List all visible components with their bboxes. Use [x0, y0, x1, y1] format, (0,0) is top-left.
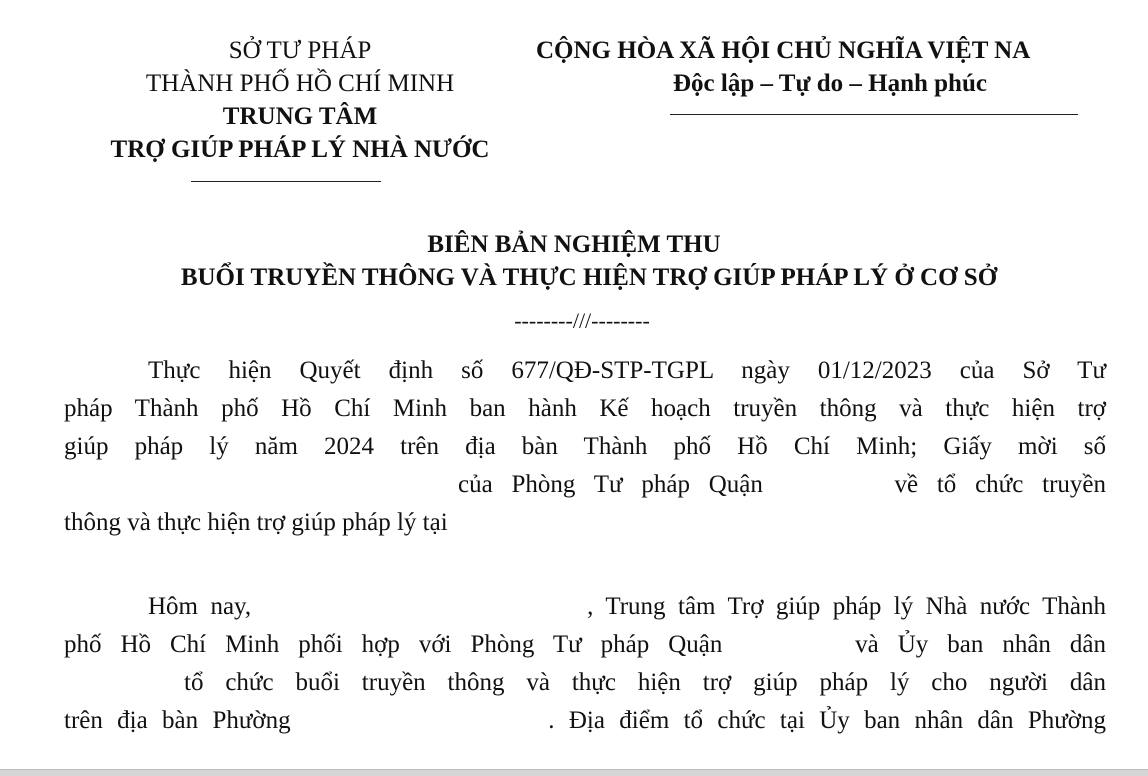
- agency-underline: [191, 181, 381, 182]
- window-bottom-edge: [0, 769, 1148, 776]
- motto-underline: [670, 114, 1078, 115]
- agency-header: [40, 34, 560, 166]
- agency-line-2: THÀNH PHỐ HỒ CHÍ MINH: [145, 70, 455, 97]
- paragraph-1: [64, 352, 1106, 542]
- paragraph-2-line-4: trên địa bàn Phường . Địa điểm tổ chức tại Ủy ban nhân dân Phường: [64, 707, 1106, 734]
- paragraph-1-line-2: pháp Thành phố Hồ Chí Minh ban hành Kế hoạch truyền thông và thực hiện trợ: [64, 395, 1106, 422]
- national-title: CỘNG HÒA XÃ HỘI CHỦ NGHĨA VIỆT NA: [536, 37, 1031, 64]
- paragraph-2-line-2: phố Hồ Chí Minh phối hợp với Phòng Tư pháp Quận và Ủy ban nhân dân: [64, 631, 1106, 658]
- paragraph-1-line-4: của Phòng Tư pháp Quận về tổ chức truyền: [458, 471, 1106, 498]
- agency-line-3: TRUNG TÂM: [222, 103, 378, 130]
- agency-line-1: SỞ TƯ PHÁP: [228, 37, 372, 64]
- paragraph-2-line-1: Hôm nay, , Trung tâm Trợ giúp pháp lý Nhà nước Thành: [148, 593, 1106, 620]
- document-title-line-2: BUỔI TRUYỀN THÔNG VÀ THỰC HIỆN TRỢ GIÚP PHÁP LÝ Ở CƠ SỞ: [180, 264, 998, 291]
- paragraph-1-line-3: giúp pháp lý năm 2024 trên địa bàn Thành phố Hồ Chí Minh; Giấy mời số: [64, 433, 1106, 460]
- agency-line-4: TRỢ GIÚP PHÁP LÝ NHÀ NƯỚC: [110, 136, 490, 163]
- paragraph-1-line-1: Thực hiện Quyết định số 677/QĐ-STP-TGPL ngày 01/12/2023 của Sở Tư: [148, 357, 1106, 384]
- paragraph-2-line-3: tổ chức buổi truyền thông và thực hiện trợ giúp pháp lý cho người dân: [184, 669, 1106, 696]
- paragraph-1-line-5: thông và thực hiện trợ giúp pháp lý tại: [64, 509, 448, 536]
- title-separator: --------///--------: [514, 308, 650, 333]
- national-motto: Độc lập – Tự do – Hạnh phúc: [673, 70, 987, 97]
- document-title-line-1: BIÊN BẢN NGHIỆM THU: [427, 231, 721, 258]
- document-title: [0, 228, 1148, 294]
- paragraph-2: [64, 588, 1106, 740]
- national-header: [536, 34, 1148, 100]
